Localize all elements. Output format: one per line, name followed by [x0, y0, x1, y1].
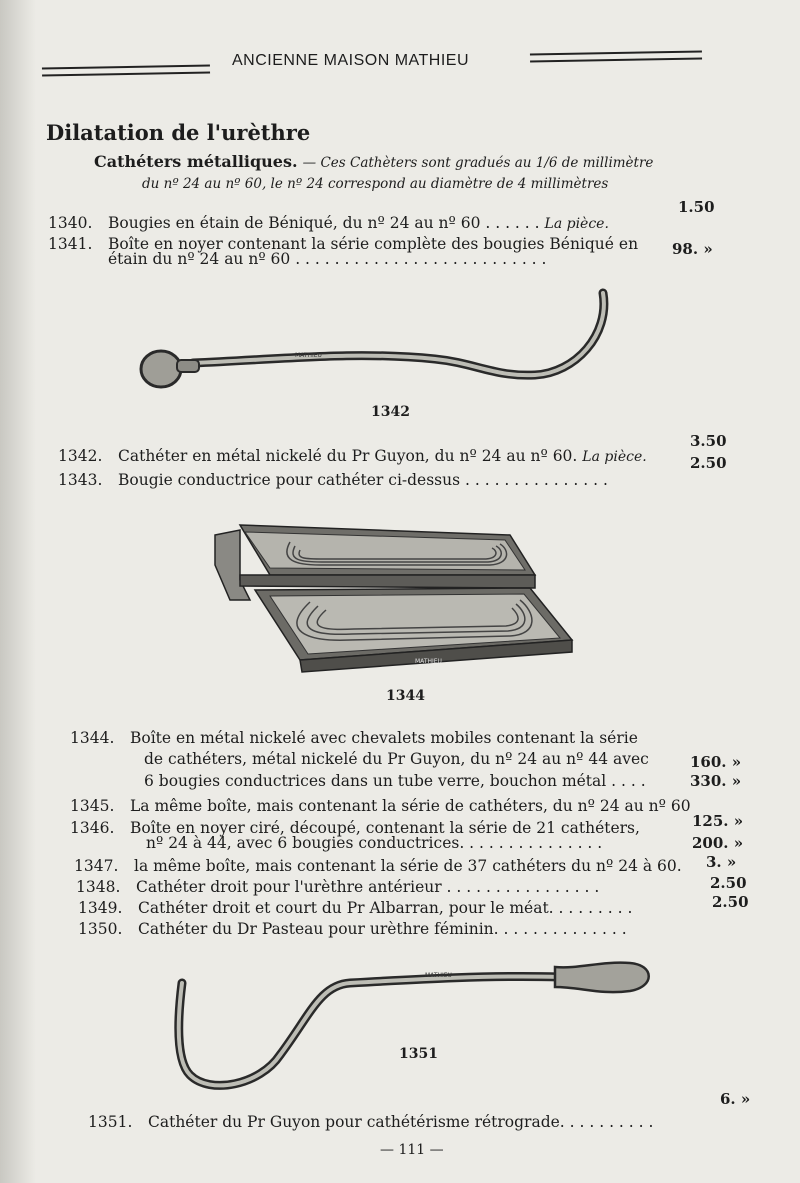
catalog-entry-1350 [78, 919, 627, 939]
entry-text: Boîte en noyer ciré, découpé, contenant la série de 21 cathéters, [130, 819, 640, 837]
entry-price-1343: 2.50 [690, 454, 727, 472]
entry-continuation-1344-b: 6 bougies conductrices dans un tube verre, bouchon métal . . . . [144, 772, 646, 790]
entry-text: Bougie conductrice pour cathéter ci-dessus . . . . . . . . . . . . . . . [118, 471, 608, 489]
entry-text: Cathéter en métal nickelé du Pr Guyon, du nº 24 au nº 60. [118, 447, 578, 465]
section-title: Dilatation de l'urèthre [46, 120, 311, 145]
page-edge-shadow [0, 0, 36, 1183]
catheter-box-1344-illustration [210, 520, 580, 680]
entry-continuation-1341: étain du nº 24 au nº 60 . . . . . . . . . . . . . . . . . . . . . . . . . . [108, 250, 547, 268]
entry-price-1341: 98. » [672, 240, 713, 258]
catheter-1342-illustration [135, 285, 625, 395]
catalog-entry-1343 [58, 470, 608, 490]
box-stamp: MATHIEU [415, 658, 442, 665]
figure-caption-1342: 1342 [371, 404, 410, 420]
catalog-entry-1345 [70, 796, 691, 816]
entry-price-1347: 200. » [692, 834, 744, 852]
catheter-1351-illustration [160, 955, 660, 1100]
entry-text: Cathéter du Dr Pasteau pour urèthre féminin. . . . . . . . . . . . . . [138, 920, 627, 938]
catalog-entry-1349 [78, 898, 632, 918]
page-number: — 111 — [380, 1142, 444, 1158]
catalog-entry-1351 [88, 1112, 653, 1132]
header-title: ANCIENNE MAISON MATHIEU [232, 52, 469, 69]
entry-price-1351: 6. » [720, 1090, 751, 1108]
entry-text: Cathéter droit pour l'urèthre antérieur . . . . . . . . . . . . . . . . [136, 878, 600, 896]
catheter-stamp: MATHIEU [295, 352, 322, 359]
catalog-entry-1344 [70, 728, 638, 748]
entry-price-1340: 1.50 [678, 198, 715, 216]
header-rule-left [42, 65, 210, 77]
entry-price-1345: 330. » [690, 772, 742, 790]
entry-unit: La pièce. [544, 216, 609, 232]
figure-caption-1351: 1351 [399, 1046, 438, 1062]
subtitle-label: Cathéters métalliques. [94, 152, 298, 171]
entry-number: 1343. [58, 471, 103, 489]
entry-text: Boîte en noyer contenant la série complète des bougies Béniqué en [108, 235, 639, 253]
entry-number: 1344. [70, 729, 115, 747]
entry-price-1349: 2.50 [710, 874, 747, 892]
entry-price-1350: 2.50 [712, 893, 749, 911]
catalog-entry-1347 [74, 856, 682, 876]
entry-text: La même boîte, mais contenant la série de cathéters, du nº 24 au nº 60 [130, 797, 691, 815]
entry-continuation-1346: nº 24 à 44, avec 6 bougies conductrices. . . . . . . . . . . . . . . [146, 834, 603, 852]
page-header [40, 54, 720, 84]
entry-number: 1346. [70, 819, 115, 837]
entry-number: 1340. [48, 214, 93, 232]
catalog-entry-1342 [58, 446, 647, 467]
figure-caption-1344: 1344 [386, 688, 425, 704]
entry-text: Cathéter droit et court du Pr Albarran, pour le méat. . . . . . . . . [138, 899, 633, 917]
subtitle-note-line1: — Ces Cathèters sont gradués au 1/6 de millimètre [302, 155, 654, 171]
entry-price-1344: 160. » [690, 753, 742, 771]
entry-continuation-1344-a: de cathéters, métal nickelé du Pr Guyon, du nº 24 au nº 44 avec [144, 750, 649, 768]
entry-number: 1351. [88, 1113, 133, 1131]
entry-text: Cathéter du Pr Guyon pour cathétérisme rétrograde. . . . . . . . . . [148, 1113, 654, 1131]
entry-text: Bougies en étain de Béniqué, du nº 24 au nº 60 . . . . . . [108, 214, 540, 232]
entry-number: 1350. [78, 920, 123, 938]
catheter-stamp: MATHIEU [425, 972, 452, 979]
entry-number: 1349. [78, 899, 123, 917]
entry-number: 1348. [76, 878, 121, 896]
subtitle-note-line2: du nº 24 au nº 60, le nº 24 correspond au diamètre de 4 millimètres [142, 176, 609, 192]
catalog-entry-1340 [48, 213, 609, 234]
entry-text: la même boîte, mais contenant la série de 37 cathéters du nº 24 à 60. [134, 857, 682, 875]
entry-price-1342: 3.50 [690, 432, 727, 450]
entry-number: 1347. [74, 857, 119, 875]
catalog-entry-1348 [76, 877, 599, 897]
entry-number: 1342. [58, 447, 103, 465]
section-subtitle [94, 151, 694, 195]
entry-price-1346: 125. » [692, 812, 744, 830]
entry-number: 1341. [48, 235, 93, 253]
header-rule-right [530, 50, 702, 62]
entry-number: 1345. [70, 797, 115, 815]
entry-unit: La pièce. [582, 449, 647, 465]
entry-text: Boîte en métal nickelé avec chevalets mobiles contenant la série [130, 729, 638, 747]
entry-price-1348: 3. » [706, 853, 737, 871]
